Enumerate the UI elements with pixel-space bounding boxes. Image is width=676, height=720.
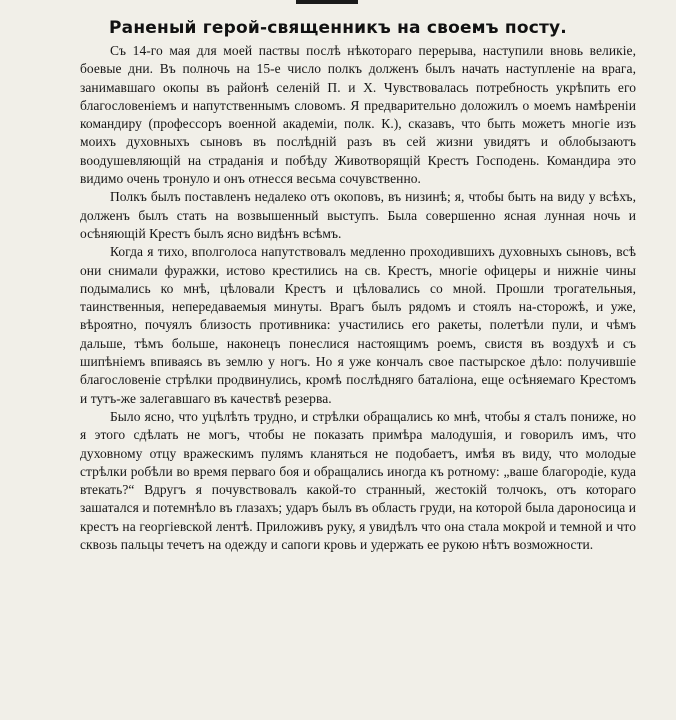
article-title: Раненый герой-священникъ на своемъ посту. xyxy=(109,18,567,38)
paragraph-1: Съ 14-го мая для моей паствы послѣ нѣкотораго перерыва, наступили вновь великіе, боевые дни. Въ полночь на 15-е число полкъ долженъ былъ начать наступленіе на врага, занимавшаго окопы въ районѣ селеній П. и Х. Чувствовалась потребность укрѣпить его благословеніемъ и напутственнымъ словомъ. Я предварительно доложилъ о моемъ намѣреніи командиру (профессоръ военной академіи, полк. К.), сказавъ, что быть можетъ многіе изъ моихъ духовныхъ сыновъ въ послѣдній разъ въ сей жизни увидятъ и облобызаютъ воодушевляющій на страданія и побѣду Животворящій Крестъ Господень. Командира это видимо очень тронуло и онъ отнесся весьма сочувственно. xyxy=(80,43,636,187)
paragraph-2: Полкъ былъ поставленъ недалеко отъ окоповъ, въ низинѣ; я, чтобы быть на виду у всѣхъ, долженъ былъ стать на возвышенный выступъ. Была совершенно ясная лунная ночь и осѣняющій Крестъ былъ ясно видѣнъ всѣмъ. xyxy=(80,189,636,241)
paragraph-4: Было ясно, что уцѣлѣть трудно, и стрѣлки обращались ко мнѣ, чтобы я сталъ пониже, но я этого сдѣлать не могъ, чтобы не показать примѣра малодушія, и говорилъ имъ, что духовному отцу вражескимъ пулямъ кланяться не подобаетъ, имѣя въ виду, что молодые стрѣлки робѣли во время перваго боя и обращались иногда къ ротному: „ваше благородіе, куда втекать?“ Вдругъ я почувствовалъ какой-то странный, жестокій толчокъ, отъ котораго зашатался и потемнѣло въ глазахъ; ударъ былъ въ область груди, на которой была дароносица и крестъ на георгіевской лентѣ. Приложивъ руку, я увидѣлъ что она стала мокрой и темной и что сквозь пальцы течетъ на одежду и сапоги кровь и удержать ее рукою нѣтъ возможности. xyxy=(80,408,636,553)
header-rule xyxy=(296,0,358,4)
article-body xyxy=(80,42,636,554)
paragraph-3: Когда я тихо, вполголоса напутствовалъ медленно проходившихъ духовныхъ сыновъ, всѣ они снимали фуражки, истово крестились на св. Крестъ, многіе офицеры и нижніе чины подымались ко мнѣ, цѣловали Крестъ и цѣловались со мной. Прошли трогательныя, таинственныя, непередаваемыя минуты. Врагъ былъ рядомъ и стоялъ на-сторожѣ, и уже, вѣроятно, почуялъ близость противника: участились его ракеты, полетѣли пули, и чѣмъ дальше, тѣмъ больше, наконецъ понеслися настоящимъ роемъ, свистя въ воздухѣ и съ шипѣніемъ впиваясь въ землю у ногъ. Но я уже кончалъ свое пастырское дѣло: получившіе благословеніе стрѣлки продвинулись, кромѣ послѣдняго баталіона, еще осѣняемаго Крестомъ и тутъ-же залегавшаго въ качествѣ резерва. xyxy=(80,244,636,406)
